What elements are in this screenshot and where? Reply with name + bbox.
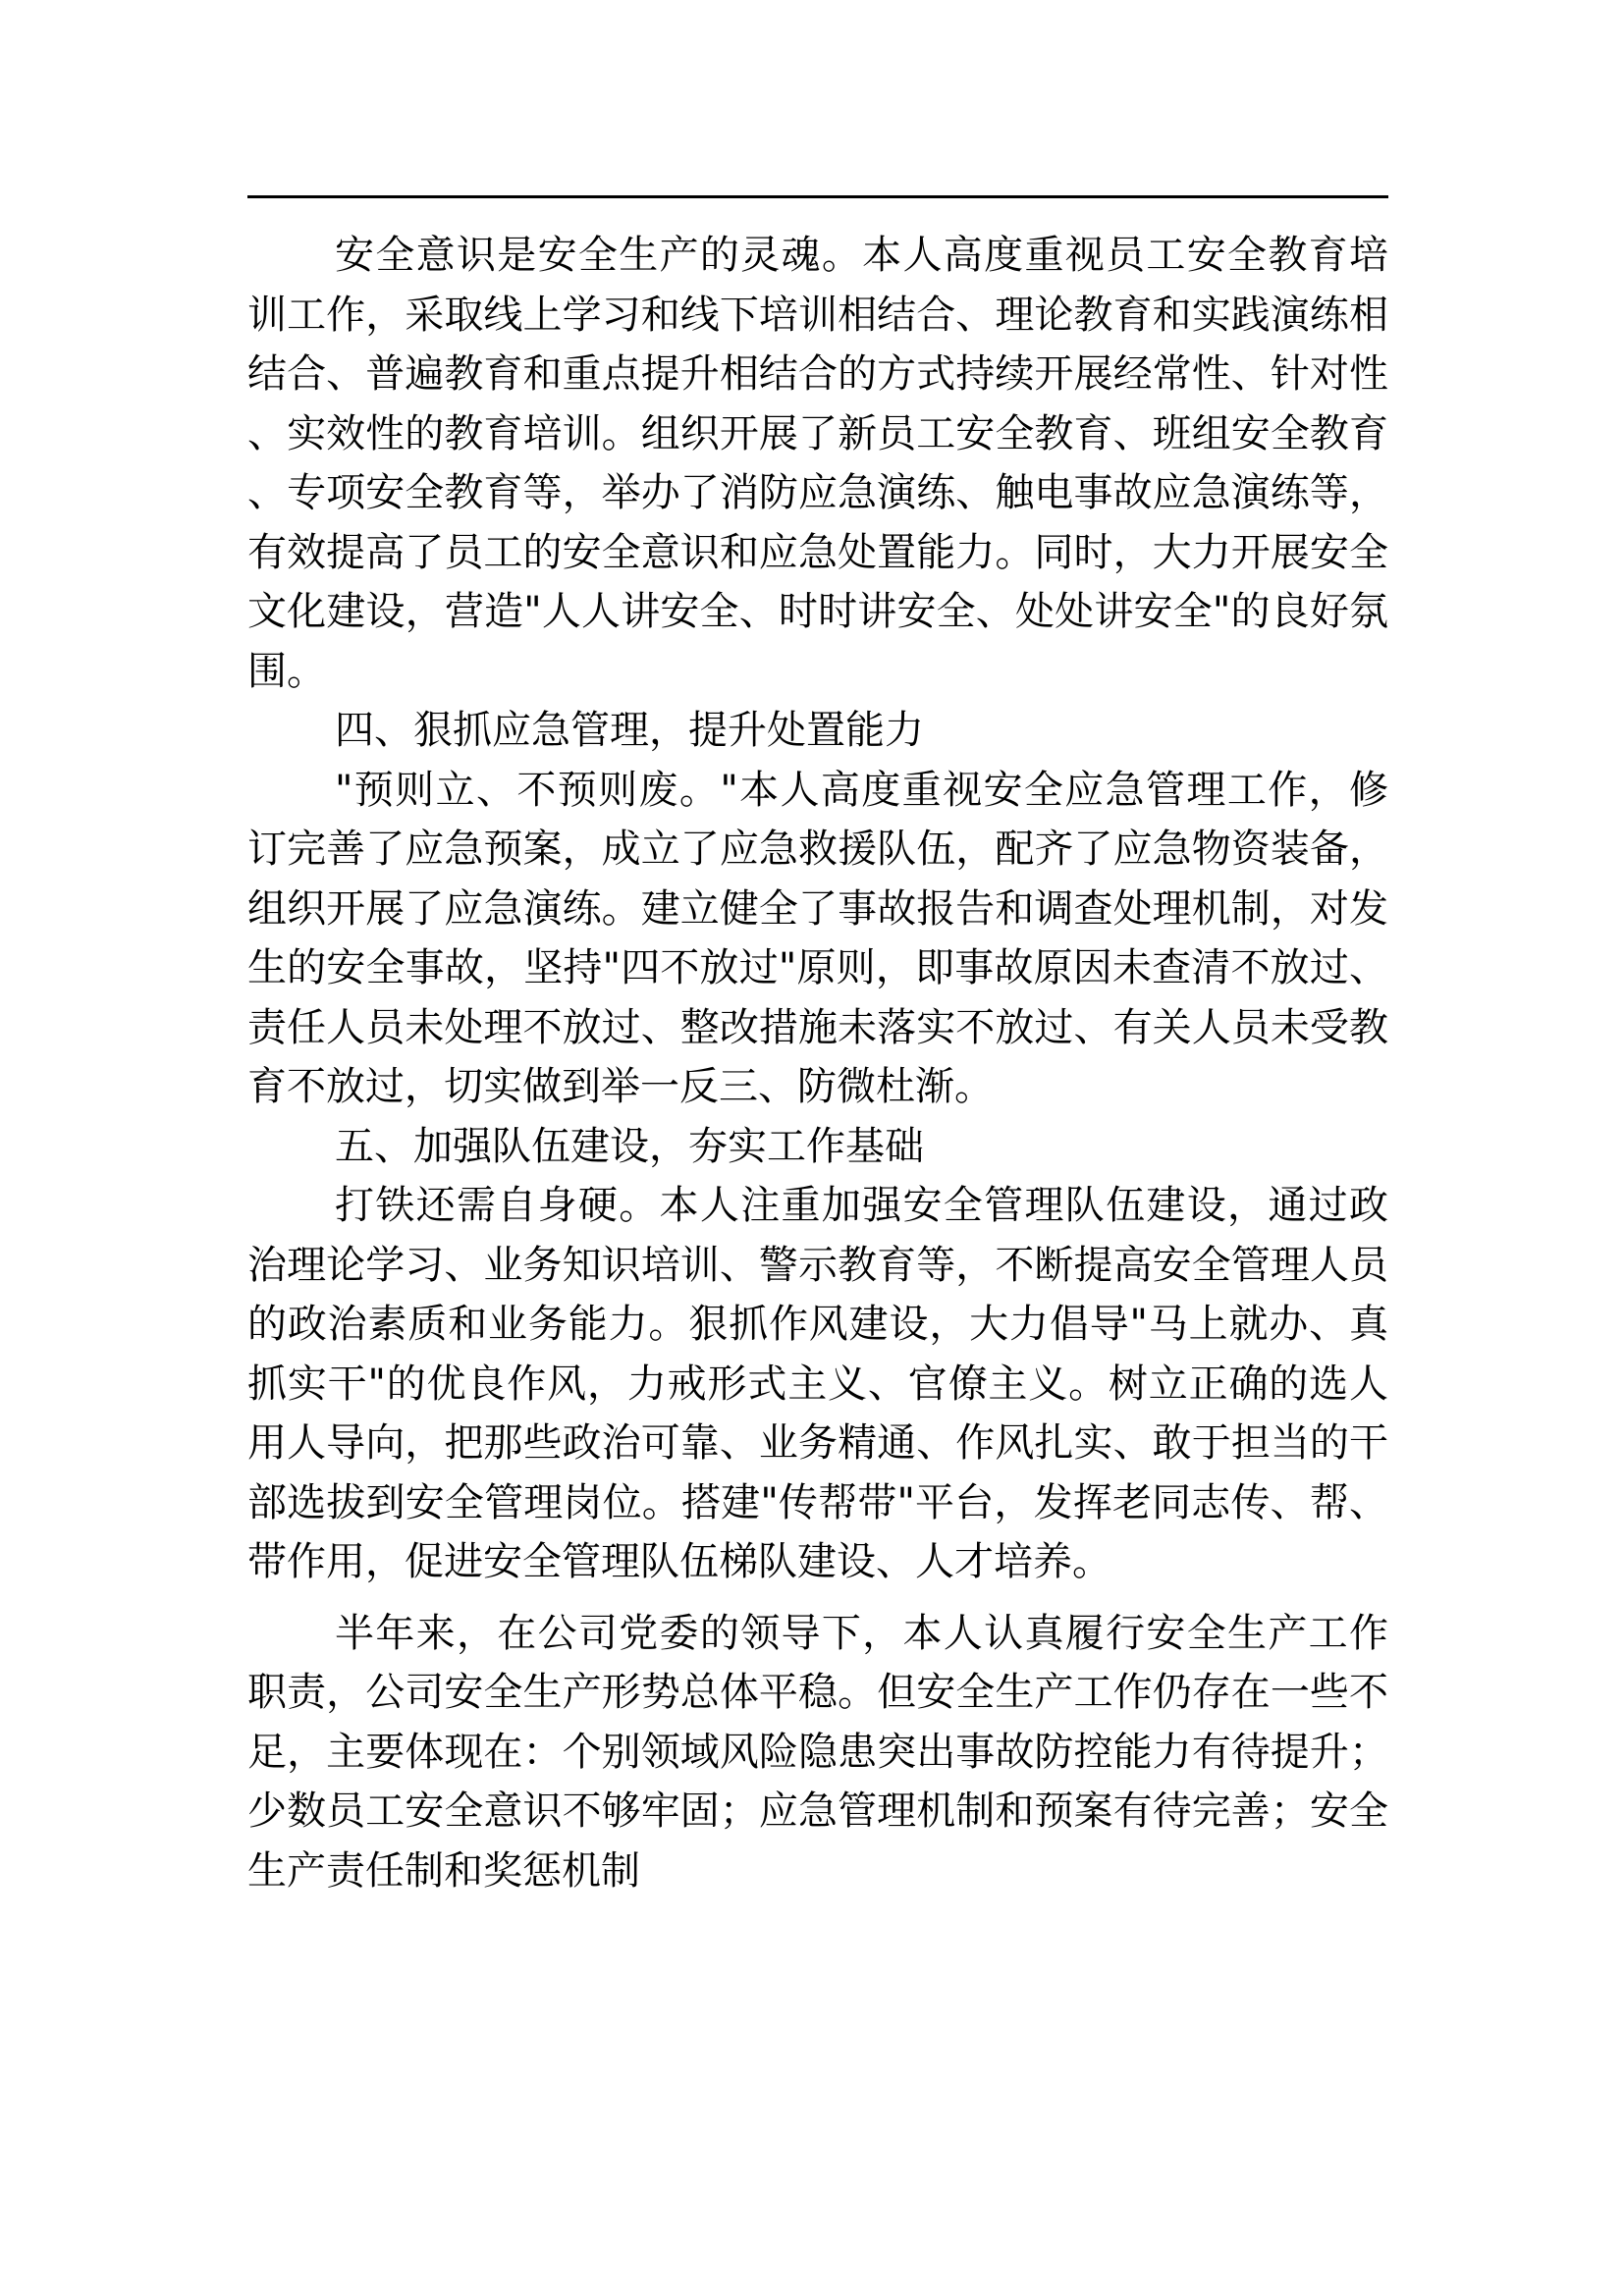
paragraph-half-year-summary: 半年来，在公司党委的领导下，本人认真履行安全生产工作职责，公司安全生产形势总体平稳。但安全生产工作仍存在一些不足，主要体现在：个别领域风险隐患突出事故防控能力有待提升；少数员工安全意识不够牢固；应急管理机制和预案有待完善；安全生产责任制和奖惩机制 <box>247 1610 1388 1894</box>
section-heading-emergency: 四、狠抓应急管理，提升处置能力 <box>335 708 924 753</box>
section-heading-team: 五、加强队伍建设，夯实工作基础 <box>335 1123 924 1169</box>
header-rule <box>247 195 1388 198</box>
paragraph-emergency-management: "预则立、不预则废。"本人高度重视安全应急管理工作，修订完善了应急预案，成立了应急救援队伍，配齐了应急物资装备，组织开展了应急演练。建立健全了事故报告和调查处理机制，对发生的安全事故，坚持"四不放过"原则，即事故原因未查清不放过、责任人员未处理不放过、整改措施未落实不放过、有关人员未受教育不放过，切实做到举一反三、防微杜渐。 <box>247 767 1388 1109</box>
paragraph-safety-awareness: 安全意识是安全生产的灵魂。本人高度重视员工安全教育培训工作，采取线上学习和线下培训相结合、理论教育和实践演练相结合、普遍教育和重点提升相结合的方式持续开展经常性、针对性、实效性的教育培训。组织开展了新员工安全教育、班组安全教育、专项安全教育等，举办了消防应急演练、触电事故应急演练等，有效提高了员工的安全意识和应急处置能力。同时，大力开展安全文化建设，营造"人人讲安全、时时讲安全、处处讲安全"的良好氛围。 <box>247 233 1388 694</box>
document-body <box>247 226 1388 1900</box>
paragraph-team-building: 打铁还需自身硬。本人注重加强安全管理队伍建设，通过政治理论学习、业务知识培训、警示教育等，不断提高安全管理人员的政治素质和业务能力。狠抓作风建设，大力倡导"马上就办、真抓实干"的优良作风，力戒形式主义、官僚主义。树立正确的选人用人导向，把那些政治可靠、业务精通、作风扎实、敢于担当的干部选拔到安全管理岗位。搭建"传帮带"平台，发挥老同志传、帮、带作用，促进安全管理队伍梯队建设、人才培养。 <box>247 1183 1388 1584</box>
